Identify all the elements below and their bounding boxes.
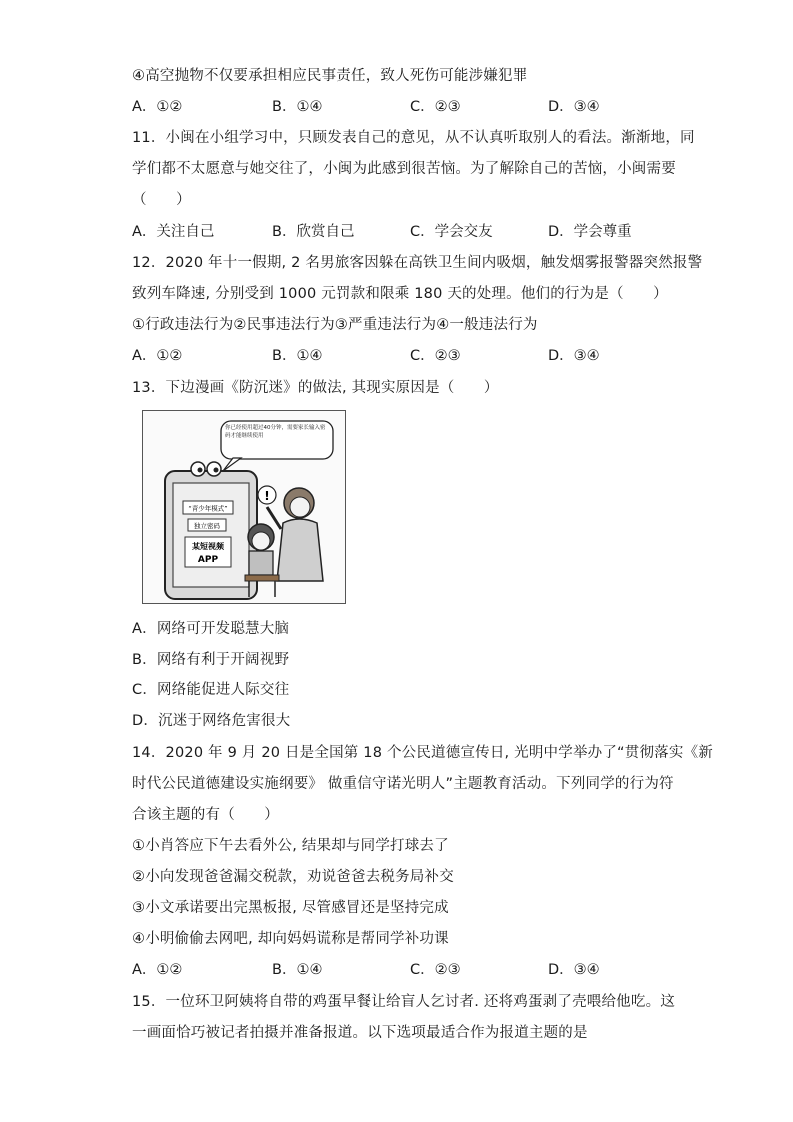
q14-option-a[interactable]: A．①② xyxy=(132,962,183,978)
q13-option-d[interactable]: D．沉迷于网络危害很大 xyxy=(132,713,291,729)
q14-statement-4: ④小明偷偷去网吧, 却向妈妈谎称是帮同学补功课 xyxy=(132,931,449,947)
q12-option-b[interactable]: B．①④ xyxy=(272,348,323,364)
q15-stem-line1: 15．一位环卫阿姨将自带的鸡蛋早餐让给盲人乞讨者. 还将鸡蛋剥了壳喂给他吃。这 xyxy=(132,994,675,1010)
q12-option-a[interactable]: A．①② xyxy=(132,348,183,364)
mother-body xyxy=(277,519,323,581)
q13-option-b[interactable]: B．网络有利于开阔视野 xyxy=(132,652,290,668)
q14-statement-1: ①小肖答应下午去看外公, 结果却与同学打球去了 xyxy=(132,838,449,854)
q12-stem-line2: 致列车降速, 分别受到 1000 元罚款和限乘 180 天的处理。他们的行为是（ ） xyxy=(132,286,668,302)
q12-option-d[interactable]: D．③④ xyxy=(548,348,600,364)
q14-statement-2: ②小向发现爸爸漏交税款，劝说爸爸去税务局补交 xyxy=(132,869,454,885)
bubble-text: 你已经使用超过40分钟，需要家长输入密码才能继续使用 xyxy=(225,425,326,439)
q14-statement-3: ③小文承诺要出完黑板报, 尽管感冒还是坚持完成 xyxy=(132,900,449,916)
q13-stem: 13．下边漫画《防沉迷》的做法, 其现实原因是（ ） xyxy=(132,380,499,396)
q14-stem-line3: 合该主题的有（ ） xyxy=(132,807,279,823)
q14-stem-line1: 14．2020 年 9 月 20 日是全国第 18 个公民道德宣传日, 光明中学举办了“贯彻落实《新 xyxy=(132,745,713,761)
screen-tag-youth-mode: “青少年模式” xyxy=(188,504,228,513)
cartoon-anti-addiction xyxy=(142,410,346,604)
phone-screen xyxy=(173,483,249,587)
q11-option-c[interactable]: C．学会交友 xyxy=(410,224,493,240)
q10-option-a[interactable]: A．①② xyxy=(132,99,183,115)
q11-options xyxy=(132,222,692,242)
q14-stem-line2: 时代公民道德建设实施纲要》 做重信守诺光明人”主题教育活动。下列同学的行为符 xyxy=(132,776,674,792)
q11-answer-blank: （ ） xyxy=(132,192,191,208)
q11-stem-line2: 学们都不太愿意与她交往了，小闽为此感到很苦恼。为了解除自己的苦恼，小闽需要 xyxy=(132,161,676,177)
q14-option-c[interactable]: C．②③ xyxy=(410,962,461,978)
exclamation-mark: ! xyxy=(264,489,270,503)
q13-option-a[interactable]: A．网络可开发聪慧大脑 xyxy=(132,621,290,637)
q11-option-d[interactable]: D．学会尊重 xyxy=(548,224,632,240)
q11-option-b[interactable]: B．欣赏自己 xyxy=(272,224,355,240)
q15-stem-line2: 一画面恰巧被记者拍摄并准备报道。以下选项最适合作为报道主题的是 xyxy=(132,1025,588,1041)
screen-tag-app-name: 某短视频 xyxy=(192,542,224,551)
q10-option-c[interactable]: C．②③ xyxy=(410,99,461,115)
q12-option-c[interactable]: C．②③ xyxy=(410,348,461,364)
q14-option-d[interactable]: D．③④ xyxy=(548,962,600,978)
q12-statements: ①行政违法行为②民事违法行为③严重违法行为④一般违法行为 xyxy=(132,317,538,333)
screen-tag-app: APP xyxy=(197,555,219,565)
q10-option-b[interactable]: B．①④ xyxy=(272,99,323,115)
q10-option-d[interactable]: D．③④ xyxy=(548,99,600,115)
q10-statement-4: ④高空抛物不仅要承担相应民事责任，致人死伤可能涉嫌犯罪 xyxy=(132,68,528,84)
child-body xyxy=(249,551,273,575)
q12-options xyxy=(132,346,692,366)
q13-option-c[interactable]: C．网络能促进人际交往 xyxy=(132,682,290,698)
q10-options xyxy=(132,97,692,117)
q11-stem-line1: 11．小闽在小组学习中，只顾发表自己的意见，从不认真听取别人的看法。渐渐地，同 xyxy=(132,130,695,146)
screen-tag-password: 独立密码 xyxy=(194,522,220,530)
q14-options xyxy=(132,960,692,980)
q14-option-b[interactable]: B．①④ xyxy=(272,962,323,978)
cartoon-drawing xyxy=(143,411,345,603)
q11-option-a[interactable]: A．关注自己 xyxy=(132,224,215,240)
q12-stem-line1: 12．2020 年十一假期, 2 名男旅客因躲在高铁卫生间内吸烟，触发烟雾报警器突然报警 xyxy=(132,255,703,271)
